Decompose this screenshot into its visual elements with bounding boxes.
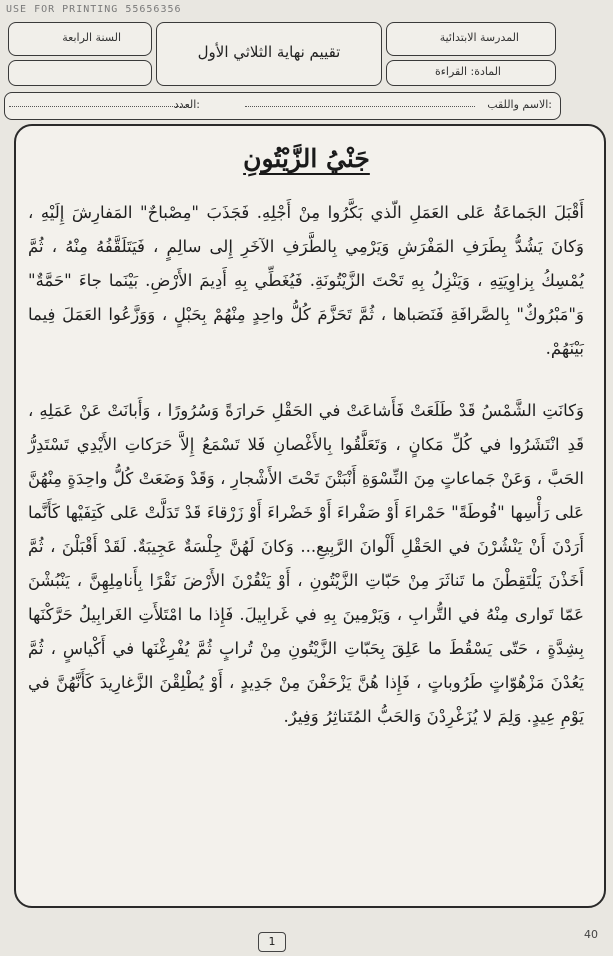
school-box	[386, 22, 556, 56]
school-label: المدرسة الابتدائية	[439, 31, 519, 44]
title-box	[156, 22, 382, 86]
number-dotted-line	[9, 106, 189, 107]
subject-box	[386, 60, 556, 86]
paragraph-1: أَقْبَلَ الجَماعَةُ عَلى العَمَلِ الّذي بَكَّرُوا مِنْ أَجْلِهِ. فَجَذَبَ "مِصْباحٌ" المَفارِشَ إِلَيْهِ ، وَكانَ يَشُدُّ بِطَرَفِ المَفْرَشِ وَيَرْمِي بِالطَّرَفِ الآخَرِ إِلى سالِمٍ ، فَيَتَلَقَّفُهُ مِنْهُ ، ثُمَّ يُمْسِكُ بِزاوِيَتِهِ ، وَيَنْزِلُ بِهِ تَحْتَ الزَّيْتُونَةِ. فَيُغَطِّي بِهِ أَدِيمَ الأَرْضِ. بَيْنَما جاءَ "حَمَّةٌ" وَ"مَبْرُوكٌ" بِالصَّرافَةِ فَنَصَباها ، ثُمَّ تَحَزَّمَ كُلُّ واحِدٍ مِنْهُمْ بِحَبْلٍ ، وَوَزَّعُوا العَمَلَ فِيما بَيْنَهُمْ.	[28, 203, 584, 358]
exam-title: تقييم نهاية الثلاثي الأول	[197, 43, 341, 61]
year-box	[8, 22, 152, 56]
blank-box	[8, 60, 152, 86]
year-label: السنة الرابعة	[62, 31, 121, 44]
passage-title: جَنْيُ الزَّيْتُونِ	[243, 144, 370, 173]
number-label: العدد:	[173, 98, 200, 111]
page-number: 1	[258, 932, 286, 952]
name-dotted-line	[245, 106, 475, 107]
name-label: الاسم واللقب:	[487, 98, 552, 111]
corner-number: 40	[584, 928, 598, 941]
name-bar	[4, 92, 561, 120]
subject-label: المادة: القراءة	[434, 65, 501, 78]
paragraph-2: وَكانَتِ الشَّمْسُ قَدْ طَلَعَتْ فَأَشاعَتْ في الحَقْلِ حَرارَةً وَسُرُورًا ، وَأَبانَتْ عَنْ عَمَلِهِ ، قَدِ انْتَشَرُوا في كُلِّ مَكانٍ ، وَتَعَلَّقُوا بِالأَغْصانِ فَلا تَسْمَعُ إِلاَّ حَرَكاتِ الأَيْدِي تَسْتَدِرُّ الحَبَّ ، وَعَنْ جَماعاتٍ مِنَ النِّسْوَةِ أَنْبَتْنَ تَحْتَ الأَشْجارِ ، وَقَدْ وَضَعَتْ كُلُّ واحِدَةٍ مِنْهُنَّ عَلى رَأْسِها "فُوطَةً" حَمْراءَ أَوْ صَفْراءَ أَوْ خَضْراءَ أَوْ زَرْقاءَ قَدْ تَدَلَّتْ عَلى كَتِفَيْها كَأَنَّما أَرَدْنَ أَنْ يَنْشُرْنَ في الحَقْلِ أَلْوانَ الرَّبِيعِ... وَكانَ لَهُنَّ جِلْسَةٌ عَجِيبَةٌ. لَقَدْ أَقْبَلْنَ ، ثُمَّ أَخَذْنَ يَلْتَقِطْنَ ما تَناثَرَ مِنْ حَبّاتِ الزَّيْتُونِ ، أَوْ يَنْقُرْنَ الأَرْضَ نَقْرًا بِأَنامِلِهِنَّ ، يَنْبُشْنَ عَمّا تَوارى مِنْهُ في التُّرابِ ، وَيَرْمِينَ بِهِ في غَرابِيلَ. فَإِذا ما امْتَلأَتِ الغَرابِيلُ حَرَّكْنَها بِشِدَّةٍ ، حَتّى يَسْقُطَ ما عَلِقَ بِحَبّاتِ الزَّيْتُونِ مِنْ تُرابٍ ثُمَّ يُفْرِغْنَها في أَكْياسٍ ، ثُمَّ يَعُدْنَ مَزْهُوّاتٍ طَرُوباتٍ ، فَإِذا هُنَّ يَزْحَفْنَ مِنْ جَدِيدٍ ، أَوْ يُطْلِقْنَ الزَّغارِيدَ كَأَنَّهُنَّ في يَوْمِ عِيدٍ. وَلِمَ لا يُزَغْرِدْنَ وَالحَبُّ المُتَناثِرُ وَفِيرٌ.	[28, 401, 584, 726]
print-watermark: USE FOR PRINTING 55656356	[6, 4, 182, 15]
